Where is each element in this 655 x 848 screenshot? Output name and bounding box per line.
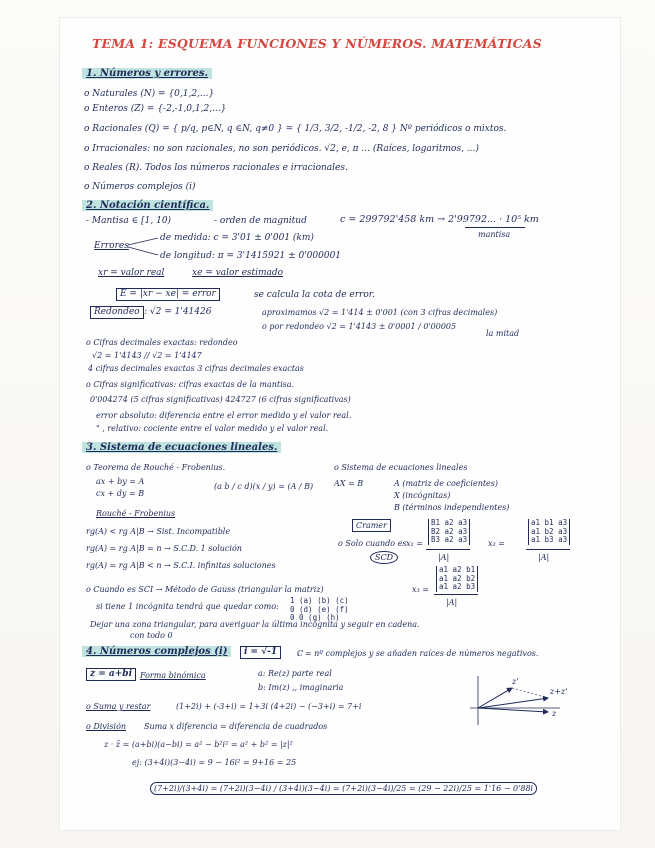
x2-determinant: a1 b1 a3 a1 b2 a3 a1 b3 a3 <box>528 519 570 545</box>
cramer-box: Cramer <box>352 519 391 532</box>
x2-label: x₂ = <box>488 539 505 548</box>
rouche-title: o Teorema de Rouché - Frobenius. <box>86 463 226 472</box>
complex-line: o Números complejos (i) <box>84 182 196 192</box>
errors-label: Errores <box>94 241 129 251</box>
imaginary-part: b: Im(z) ,, imaginaria <box>258 683 344 692</box>
c-example: c = 299792'458 km → 2'99792... · 10⁵ km <box>340 214 539 225</box>
gauss-zero-note: con todo 0 <box>130 631 173 640</box>
gauss-condition: si tiene 1 incógnita tendrá que quedar como: <box>96 602 279 611</box>
rank-case-3: rg(A) = rg A|B < n → S.C.I. infinitas soluciones <box>86 561 276 570</box>
exact-decimals-counts: 4 cifras decimales exactas 3 cifras decimales exactas <box>88 364 304 373</box>
vector-label-z: z <box>552 709 557 718</box>
x1-label: x₁ = <box>406 539 423 548</box>
a-description: A (matriz de coeficientes) <box>394 479 499 488</box>
estimated-value-def: xe = valor estimado <box>192 268 284 278</box>
division-example: ej: (3+4i)(3−4i) = 9 − 16i² = 9+16 = 25 <box>132 758 297 767</box>
x2-denominator: |A| <box>538 553 550 562</box>
division-label: o División <box>86 722 127 731</box>
x3-label: x₃ = <box>412 585 429 594</box>
page-title: TEMA 1: ESQUEMA FUNCIONES Y NÚMEROS. MATEMÁTICAS <box>92 36 542 51</box>
exact-decimals-line: o Cifras decimales exactas: redondeo <box>86 338 238 347</box>
measure-error: de medida: c = 3'01 ± 0'001 (km) <box>160 233 314 243</box>
error-formula-box: E = |xr − xe| = error <box>116 288 220 301</box>
sum-subtract-examples: (1+2i) + (-3+i) = 1+3i (4+2i) − (−3+i) = 7+i <box>176 702 362 711</box>
system-eq-1: ax + by = A <box>96 477 145 486</box>
error-formula-note: se calcula la cota de error. <box>254 290 375 300</box>
rationals-line: o Racionales (Q) = { p/q, p∈N, q ∈N, q≠0 } = { 1/3, 3/2, -1/2, -2, 8 } Nº periódicos o mixtos. <box>84 124 507 134</box>
rank-case-1: rg(A) < rg A|B → Sist. Incompatible <box>86 527 231 536</box>
complex-definition: ℂ = nº complejos y se añaden raíces de números negativos. <box>296 649 539 658</box>
only-when-label: o Solo cuando es <box>338 539 407 548</box>
real-value-def: xr = valor real <box>98 268 165 278</box>
approximation-line: aproximamos √2 = 1'414 ± 0'001 (con 3 cifras decimales) <box>262 308 498 317</box>
significant-figures-line: o Cifras significativas: cifras exactas de la mantisa. <box>86 380 295 389</box>
binomial-form-label: Forma binómica <box>140 671 206 680</box>
relative-error-line: " , relativo: cociente entre el valor medido y el valor real. <box>96 424 329 433</box>
vector-label-sum: z+z' <box>550 687 568 696</box>
section-heading-complex: 4. Números complejos (i) <box>82 646 231 657</box>
x-description: X (incógnitas) <box>394 491 451 500</box>
rounding-line: o por redondeo √2 = 1'4143 ± 0'0001 / 0'00005 <box>262 322 457 331</box>
linear-system-title: o Sistema de ecuaciones lineales <box>334 463 468 472</box>
length-error: de longitud: π = 3'1415921 ± 0'000001 <box>160 251 342 261</box>
magnitude-label: - orden de magnitud <box>214 216 307 226</box>
x3-denominator: |A| <box>446 598 458 607</box>
vector-label-zprime: z' <box>512 677 519 686</box>
gauss-triangle-matrix: 1 (a) (b) (c) 0 (d) (e) (f) 0 0 (g) (h) <box>290 596 349 622</box>
x3-determinant: a1 a2 b1 a1 a2 b2 a1 a2 b3 <box>436 566 478 592</box>
binomial-form-box: z = a+bi <box>86 668 136 681</box>
scd-circle: SCD <box>370 551 398 564</box>
section-heading-systems: 3. Sistema de ecuaciones lineales. <box>82 442 281 453</box>
rouche-subtitle: Rouché - Frobenius <box>96 509 176 518</box>
absolute-error-line: error absoluto: diferencia entre el error medido y el valor real. <box>96 411 352 420</box>
system-eq-2: cx + dy = B <box>96 489 145 498</box>
half-note: la mitad <box>486 329 520 338</box>
reals-line: o Reales (R). Todos los números racionales e irracionales. <box>84 163 348 173</box>
gauss-instruction: Dejar una zona triangular, para averiguar la última incógnita y seguir en cadena. <box>90 620 420 629</box>
b-description: B (términos independientes) <box>394 503 510 512</box>
naturals-line: o Naturales (N) = {0,1,2,...} <box>84 89 215 99</box>
significant-figures-examples: 0'004274 (5 cifras significativas) 424727 (6 cifras significativas) <box>90 395 351 404</box>
section-heading-numbers: 1. Números y errores. <box>82 68 212 79</box>
mantisa-underlabel: mantisa <box>478 230 511 239</box>
rank-case-2: rg(A) = rg A|B = n → S.C.D. 1 solución <box>86 544 242 553</box>
real-part: a: Re(z) parte real <box>258 669 332 678</box>
matrix-form: (a b / c d)(x / y) = (A / B) <box>214 482 314 491</box>
exact-decimals-examples: √2 = 1'4143 // √2 = 1'4147 <box>92 351 202 360</box>
division-result: (7+2i)/(3+4i) = (7+2i)(3−4i) / (3+4i)(3−4i) = (7+2i)(3−4i)/25 = (29 − 22i)/25 = 1'16 − 0'88i <box>150 782 537 795</box>
x1-denominator: |A| <box>438 553 450 562</box>
axb-equation: AX = B <box>334 479 364 488</box>
mantisa-label: - Mantisa ∈ [1, 10) <box>86 216 172 226</box>
gauss-line: o Cuando es SCI → Método de Gauss (triangular la matriz) <box>86 585 324 594</box>
sum-subtract-label: o Suma y restar <box>86 702 151 711</box>
i-definition-box: i = √-1 <box>240 646 281 659</box>
rounding-box: Redondeo <box>90 306 144 319</box>
sqrt-two-value: : √2 = 1'41426 <box>144 307 212 317</box>
conjugate-product: z · z̄ = (a+bi)(a−bi) = a² − b²i² = a² + b² = |z|² <box>104 740 293 749</box>
integers-line: o Enteros (Z) = {-2,-1,0,1,2,...} <box>84 104 227 114</box>
section-heading-notation: 2. Notación científica. <box>82 200 213 211</box>
division-note: Suma x diferencia = diferencia de cuadrados <box>144 722 328 731</box>
x1-determinant: B1 a2 a3 B2 a2 a3 B3 a2 a3 <box>428 519 470 545</box>
irrationals-line: o Irracionales: no son racionales, no son periódicos. √2, e, π ... (Raíces, logaritmos, ...) <box>84 144 479 154</box>
